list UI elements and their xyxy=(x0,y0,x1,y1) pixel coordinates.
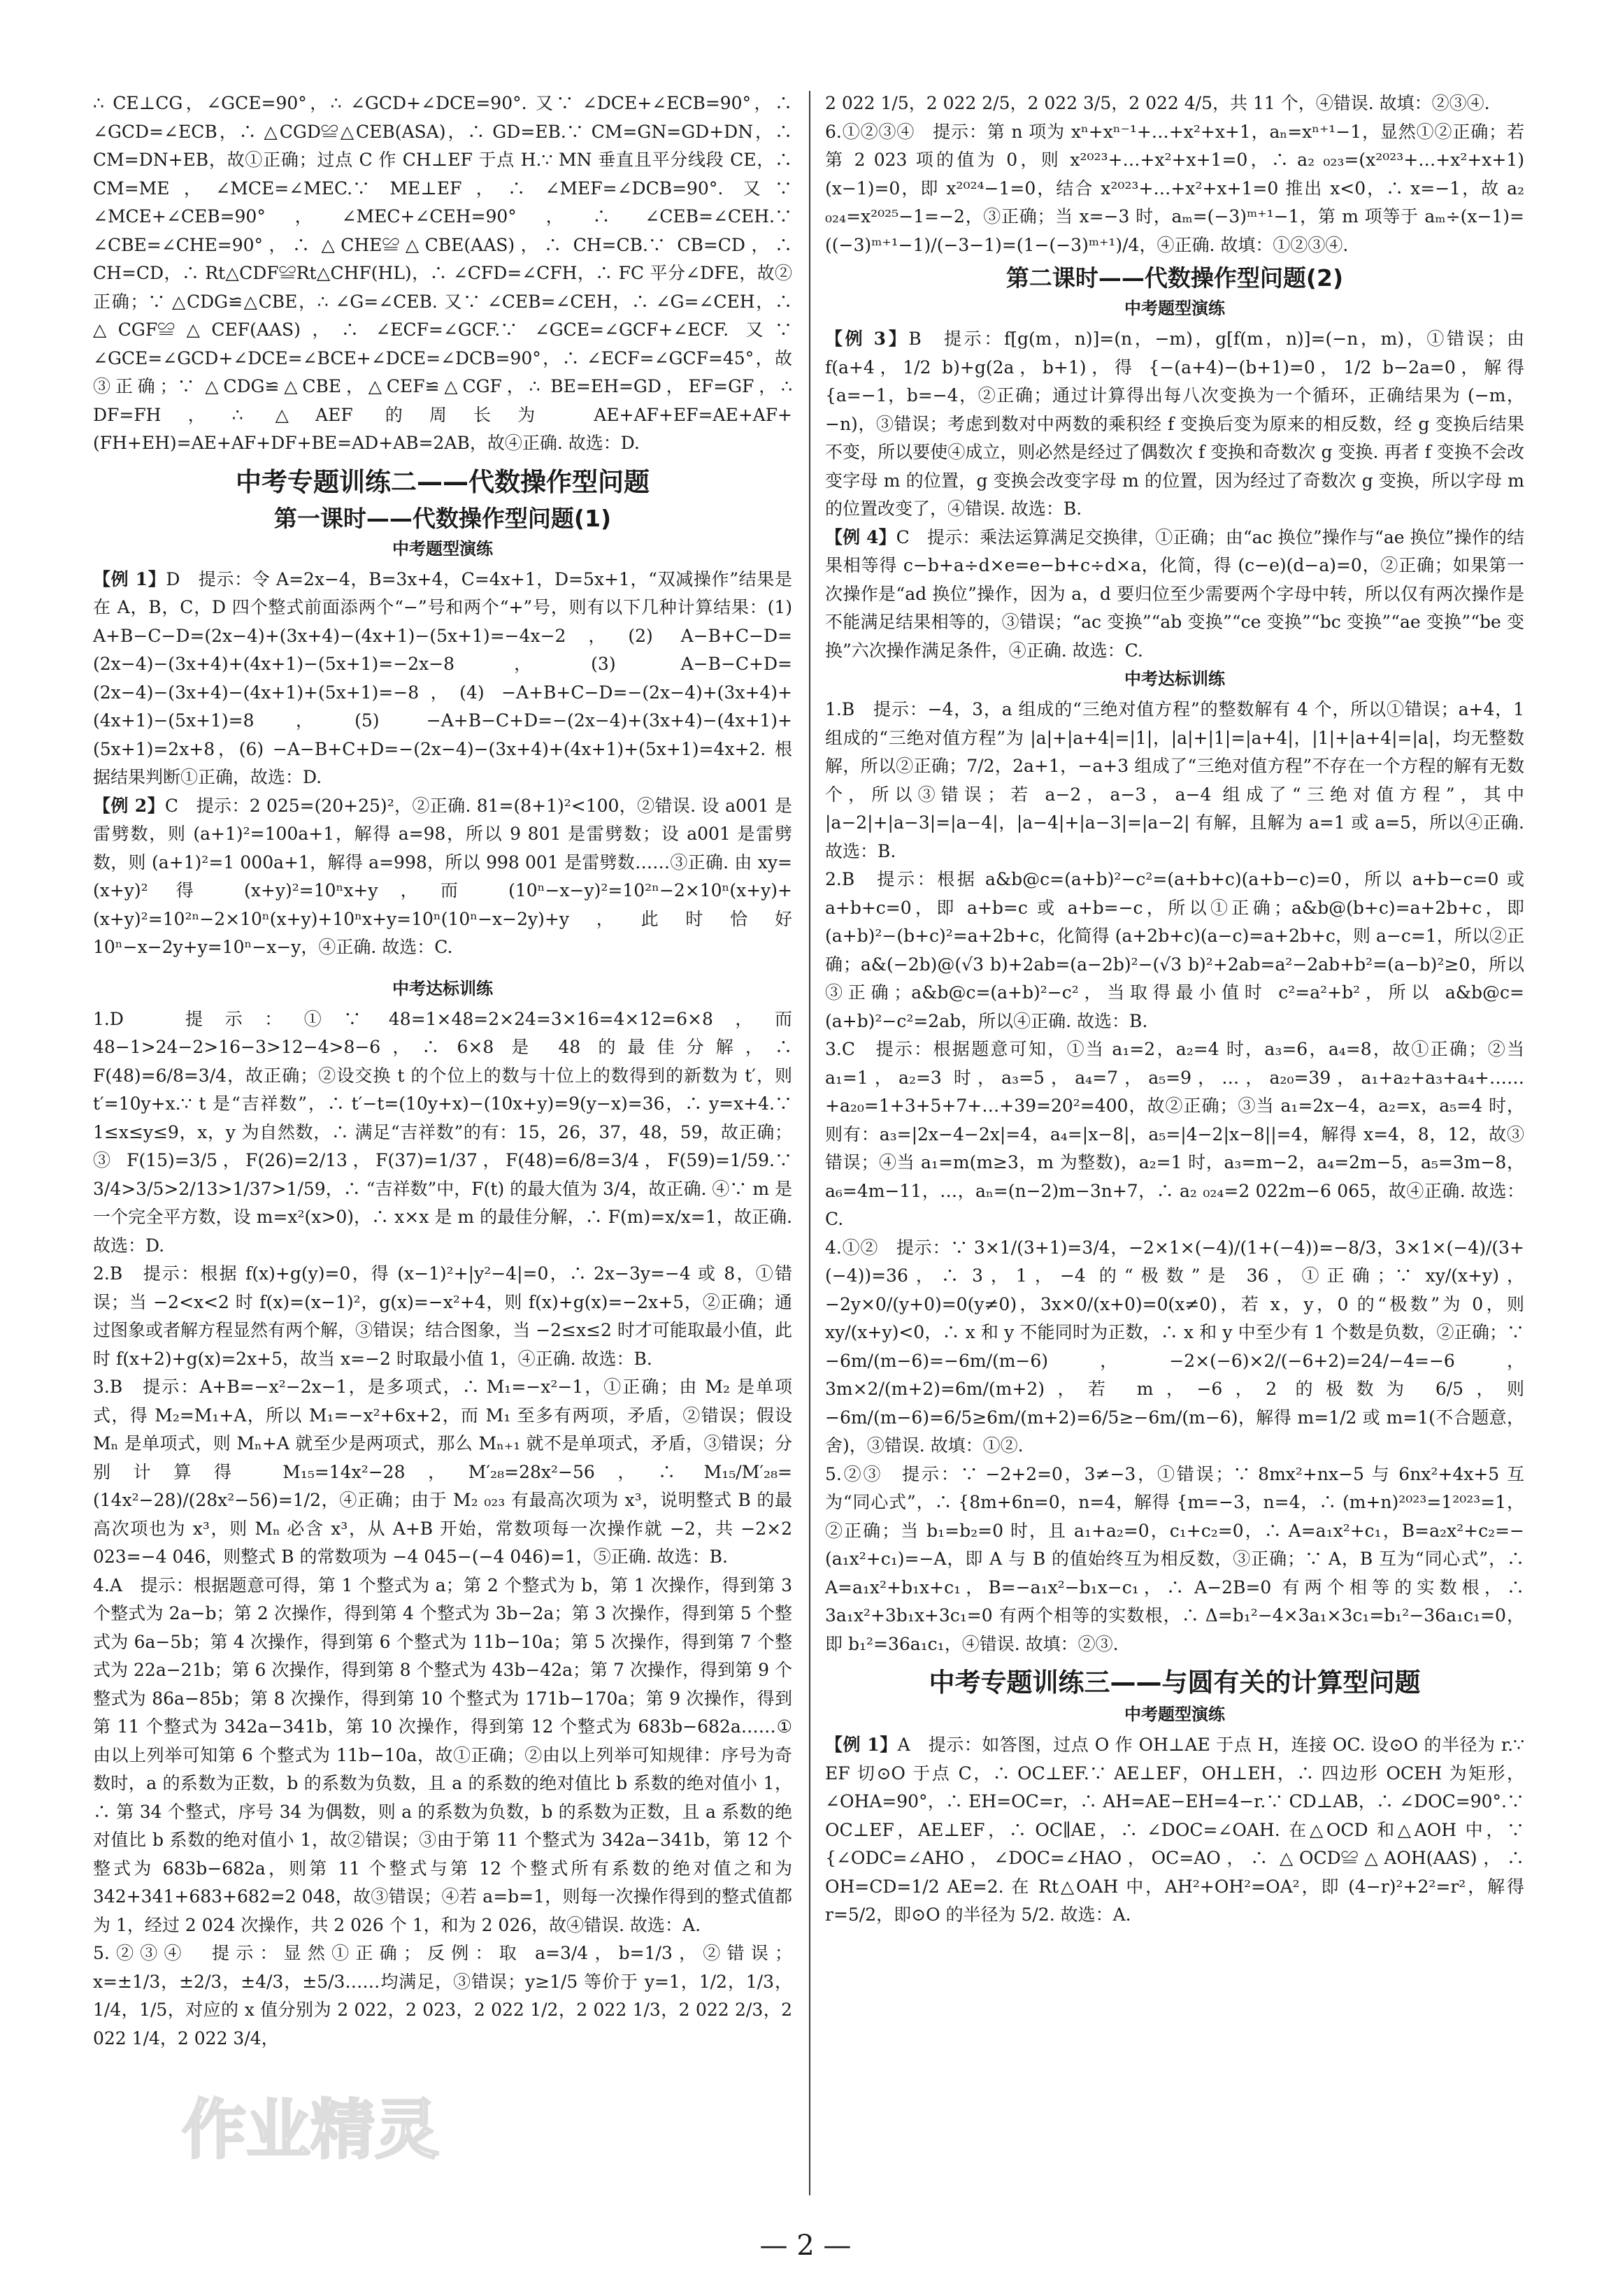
example-circle-1 xyxy=(825,1731,1524,1930)
example-text: C 提示：2 025=(20+25)²，②正确. 81=(8+1)²<100，②错误. 设 a001 是雷劈数，则 (a+1)²=100a+1，解得 a=98，所以 9 801 是雷劈数；设 a001 是雷劈数，则 (a+1)²=1 000a+1，解得 a=998，所以 998 001 是雷劈数……③正确. 由 xy=(x+y)² 得 (x+y)²=10ⁿx+y，而 (10ⁿ−x−y)²=10²ⁿ−2×10ⁿ(x+y)+(x+y)²=10²ⁿ−2×10ⁿ(x+y)+10ⁿx+y=10ⁿ(10ⁿ−x−2y)+y，此时恰好 10ⁿ−x−2y+y=10ⁿ−x−y，④正确. 故选：C. xyxy=(93,795,792,957)
example-label: 【例 2】 xyxy=(93,795,165,816)
question-1: 1.B 提示：−4，3，a 组成的“三绝对值方程”的整数解有 4 个，所以①错误；a+4，1 组成的“三绝对值方程”为 |a|+|a+4|=|1|，|a|+|1|=|a+4|，|1|+|a+4|=|a|，均无整数解，所以②正确；7/2，2a+1，−a+3 组成了“三绝对值方程”不存在一个方程的解有无数个，所以③错误；若 a−2，a−3，a−4 组成了“三绝对值方程”，其中 |a−2|+|a−3|=|a−4|，|a−4|+|a−3|=|a−2| 有解，且解为 a=1 或 a=5，所以④正确. 故选：B. xyxy=(825,699,1524,861)
topic-title-2: 中考专题训练二——代数操作型问题 xyxy=(236,466,650,497)
question-5-continued: 2 022 1/5，2 022 2/5，2 022 3/5，2 022 4/5，共 11 个，④错误. 故填：②③④. xyxy=(825,93,1490,113)
section-heading-standard: 中考达标训练 xyxy=(1124,669,1225,689)
question-4: 4.A 提示：根据题意可得，第 1 个整式为 a；第 2 个整式为 b，第 1 次操作，得到第 3 个整式为 2a−b；第 2 次操作，得到第 4 个整式为 3b−2a；第 3 次操作，得到第 5 个整式为 6a−5b；第 4 次操作，得到第 6 个整式为 11b−10a；第 5 次操作，得到第 7 个整式为 22a−21b；第 6 次操作，得到第 8 个整式为 43b−42a；第 7 次操作，得到第 9 个整式为 86a−85b；第 8 次操作，得到第 10 个整式为 171b−170a；第 9 次操作，得到第 11 个整式为 342a−341b，第 10 次操作，得到第 12 个整式为 683b−682a……①由以上列举可知第 6 个整式为 11b−10a，故①正确；②由以上列举可知规律：序号为奇数时，a 的系数为正数，b 的系数为负数，且 a 的系数的绝对值比 b 系数的绝对值小 1，∴ 第 34 个整式，序号 34 为偶数，则 a 的系数为负数，b 的系数为正数，且 a 系数的绝对值比 b 系数的绝对值小 1，故②错误；③由于第 11 个整式为 342a−341b，第 12 个整式为 683b−682a，则第 11 个整式与第 12 个整式所有系数的绝对值之和为 342+341+683+682=2 048，故③错误；④若 a=b=1，则每一次操作得到的整式值都为 1，经过 2 024 次操作，共 2 026 个 1，和为 2 026，故④错误. 故选：A. xyxy=(93,1574,792,1935)
example-label: 【例 1】 xyxy=(93,568,166,589)
right-column xyxy=(825,89,1524,1930)
example-label: 【例 1】 xyxy=(825,1735,898,1755)
example-4 xyxy=(825,524,1524,666)
question-5: 5.②③④ 提示：显然①正确；反例：取 a=3/4，b=1/3，②错误；x=±1/3，±2/3，±4/3，±5/3……均满足，③错误；y≥1/5 等价于 y=1，1/2，1/3，1/4，1/5，对应的 x 值分别为 2 022，2 023，2 022 1/2，2 022 1/3，2 022 2/3，2 022 1/4，2 022 3/4， xyxy=(93,1943,792,2049)
example-2 xyxy=(93,792,792,962)
question-4: 4.①② 提示：∵ 3×1/(3+1)=3/4，−2×1×(−4)/(1+(−4))=−8/3，3×1×(−4)/(3+(−4))=36，∴ 3，1，−4 的“极数”是 36，①正确；∵ xy/(x+y)，−2y×0/(y+0)=0(y≠0)，3x×0/(x+0)=0(x≠0)，若 x，y，0 的“极数”为 0，则 xy/(x+y)<0，∴ x 和 y 不能同时为正数，∴ x 和 y 中至少有 1 个数是负数，②正确；∵ −6m/(m−6)=−6m/(m−6)，−2×(−6)×2/(−6+2)=24/−4=−6，3m×2/(m+2)=6m/(m+2)，若 m，−6，2 的极数为 6/5，则 −6m/(m−6)=6/5≥6m/(m+2)=6/5≥−6m/(m−6)，解得 m=1/2 或 m=1(不合题意，舍)，③错误. 故填：①②. xyxy=(825,1237,1524,1456)
question-6: 6.①②③④ 提示：第 n 项为 xⁿ+xⁿ⁻¹+…+x²+x+1，aₙ=xⁿ⁺¹−1，显然①②正确；若第 2 023 项的值为 0，则 x²⁰²³+…+x²+x+1=0，∴ a₂ ₀₂₃=(x²⁰²³+…+x²+x+1)(x−1)=0，即 x²⁰²⁴−1=0，结合 x²⁰²³+…+x²+x+1=0 推出 x<0，∴ x=−1，故 a₂ ₀₂₄=x²⁰²⁵−1=−2，③正确；当 x=−3 时，aₘ=(−3)ᵐ⁺¹−1，第 m 项等于 aₘ÷(x−1)=((−3)ᵐ⁺¹−1)/(−3−1)=(1−(−3)ᵐ⁺¹)/4，④正确. 故填：①②③④. xyxy=(825,121,1524,255)
left-column xyxy=(93,89,792,2053)
question-2: 2.B 提示：根据 a&b@c=(a+b)²−c²=(a+b+c)(a+b−c)=0，所以 a+b−c=0 或 a+b+c=0，即 a+b=c 或 a+b=−c，所以①正确；a&b@(b+c)=a+2b+c，即 (a+b)²−(b+c)²=a+2b+c，化简得 (a+2b+c)(a−c)=a+2b+c，则 a−c=1，所以②正确；a&(−2b)@(√3 b)+2ab=(a−2b)²−(√3 b)²+2ab=a²−2ab+b²=(a−b)²≥0，所以③正确；a&b@c=(a+b)²−c²，当取得最小值时 c²=a²+b²，所以 a&b@c=(a+b)²−c²=2ab，所以④正确. 故选：B. xyxy=(825,869,1524,1031)
example-text: C 提示：乘法运算满足交换律，①正确；由“ac 换位”操作与“ae 换位”操作的结果相等得 c−b+a÷d×e=e−b+c÷d×a，化简，得 (c−e)(d−a)=0，②正确；如果第一次操作是“ad 换位”操作，因为 a，d 要归位至少需要两个字母中转，所以仅有两次操作是不能满足结果相等的，③错误；“ac 变换”“ab 变换”“ce 变换”“bc 变换”“ae 变换”“be 变换”六次操作满足条件，④正确. 故选：C. xyxy=(825,526,1524,661)
section-heading-standard: 中考达标训练 xyxy=(392,978,493,998)
watermark-logo xyxy=(175,2090,594,2167)
watermark-text: 作业精灵 xyxy=(182,2093,440,2167)
section-heading-practice: 中考题型演练 xyxy=(1124,1705,1225,1724)
question-2: 2.B 提示：根据 f(x)+g(y)=0，得 (x−1)²+|y²−4|=0，∴ 2x−3y=−4 或 8，①错误；当 −2<x<2 时 f(x)=(x−1)²，g(x)=−x²+4，则 f(x)+g(x)=−2x+5，②正确；通过图象或者解方程显然有两个解，③错误；结合图象，当 −2≤x≤2 时才可能取最小值，此时 f(x+2)+g(x)=2x+5，故当 x=−2 时取最小值 1，④正确. 故选：B. xyxy=(93,1263,792,1369)
example-label: 【例 3】 xyxy=(825,329,909,349)
intro-paragraph: ∴ CE⊥CG，∠GCE=90°，∴ ∠GCD+∠DCE=90°. 又∵ ∠DCE+∠ECB=90°，∴ ∠GCD=∠ECB，∴ △CGD≌△CEB(ASA)，∴ GD=EB.∵ CM=GN=GD+DN，∴ CM=DN+EB，故①正确；过点 C 作 CH⊥EF 于点 H.∵ MN 垂直且平分线段 CE，∴ CM=ME，∠MCE=∠MEC.∵ ME⊥EF，∴ ∠MEF=∠DCB=90°. 又∵ ∠MCE+∠CEB=90°，∠MEC+∠CEH=90°，∴ ∠CEB=∠CEH.∵ ∠CBE=∠CHE=90°，∴ △CHE≌△CBE(AAS)，∴ CH=CB.∵ CB=CD，∴ CH=CD，∴ Rt△CDF≌Rt△CHF(HL)，∴ ∠CFD=∠CFH，∴ FC 平分∠DFE，故②正确；∵ △CDG≌△CBE，∴ ∠G=∠CEB. 又∵ ∠CEB=∠CEH，∴ ∠G=∠CEH，∴ △CGF≌△CEF(AAS)，∴ ∠ECF=∠GCF.∵ ∠GCE=∠GCF+∠ECF. 又∵ ∠GCE=∠GCD+∠DCE=∠BCE+∠DCE=∠DCB=90°，∴ ∠ECF=∠GCF=45°，故③正确；∵ △CDG≌△CBE，△CEF≌△CGF，∴ BE=EH=GD，EF=GF，∴ DF=FH，∴ △AEF 的周长为 AE+AF+EF=AE+AF+(FH+EH)=AE+AF+DF+BE=AD+AB=2AB，故④正确. 故选：D. xyxy=(93,93,792,453)
spacer xyxy=(93,962,792,975)
lesson-title-2: 第二课时——代数操作型问题(2) xyxy=(1005,264,1344,292)
question-3: 3.C 提示：根据题意可知，①当 a₁=2，a₂=4 时，a₃=6，a₄=8，故①正确；②当 a₁=1，a₂=3 时，a₃=5，a₄=7，a₅=9，…，a₂₀=39，a₁+a₂+a₃+a₄+……+a₂₀=1+3+5+7+…+39=20²=400，故②正确；③当 a₁=2x−4，a₂=x，a₅=4 时，则有：a₃=|2x−4−2x|=4，a₄=|x−8|，a₅=|4−2|x−8||=4，解得 x=4，8，12，故③错误；④当 a₁=m(m≥3，m 为整数)，a₂=1 时，a₃=m−2，a₄=2m−5，a₅=3m−8，a₆=4m−11，…，aₙ=(n−2)m−3n+7，∴ a₂ ₀₂₄=2 022m−6 065，故④正确. 故选：C. xyxy=(825,1039,1524,1229)
example-1 xyxy=(93,566,792,792)
lesson-title-1: 第一课时——代数操作型问题(1) xyxy=(273,504,612,532)
example-text: B 提示：f[g(m，n)]=(n，−m)，g[f(m，n)]=(−n，m)，①错误；由 f(a+4，1/2 b)+g(2a，b+1)，得 {−(a+4)−(b+1)=0，1/2 b−2a=0，解得 {a=−1，b=−4，②正确；通过计算得出每八次变换为一个循环，正确结果为 (−m，−n)，③错误；考虑到数对中两数的乘积经 f 变换后变为原来的相反数，经 g 变换后结果不变，所以要使④成立，则必然是经过了偶数次 f 变换和奇数次 g 变换. 再者 f 变换不会改变字母 m 的位置，g 变换会改变字母 m 的位置，因为经过了奇数次 g 变换，所以字母 m 的位置改变了，④错误. 故选：B. xyxy=(825,329,1524,519)
example-text: A 提示：如答图，过点 O 作 OH⊥AE 于点 H，连接 OC. 设⊙O 的半径为 r.∵ EF 切⊙O 于点 C，∴ OC⊥EF.∵ AE⊥EF，OH⊥EH，∴ 四边形 OCEH 为矩形，∠OHA=90°，∴ EH=OC=r，∴ AH=AE−EH=4−r.∵ CD⊥AB，∴ ∠DOC=90°.∵ OC⊥EF，AE⊥EF，∴ OC∥AE，∴ ∠DOC=∠OAH. 在△OCD 和△AOH 中，∵ {∠ODC=∠AHO，∠DOC=∠HAO，OC=AO，∴ △OCD≌△AOH(AAS)，∴ OH=CD=1/2 AE=2. 在 Rt△OAH 中，AH²+OH²=OA²，即 (4−r)²+2²=r²，解得 r=5/2，即⊙O 的半径为 5/2. 故选：A. xyxy=(825,1735,1524,1925)
example-text: D 提示：令 A=2x−4，B=3x+4，C=4x+1，D=5x+1，“双减操作”结果是在 A，B，C，D 四个整式前面添两个“−”号和两个“+”号，则有以下几种计算结果：(1) A+B−C−D=(2x−4)+(3x+4)−(4x+1)−(5x+1)=−4x−2，(2) A−B+C−D=(2x−4)−(3x+4)+(4x+1)−(5x+1)=−2x−8，(3) A−B−C+D=(2x−4)−(3x+4)−(4x+1)+(5x+1)=−8，(4) −A+B+C−D=−(2x−4)+(3x+4)+(4x+1)−(5x+1)=8，(5) −A+B−C+D=−(2x−4)+(3x+4)−(4x+1)+(5x+1)=2x+8，(6) −A−B+C+D=−(2x−4)−(3x+4)+(4x+1)+(5x+1)=4x+2. 根据结果判断①正确，故选：D. xyxy=(93,568,792,787)
column-divider xyxy=(809,91,810,2195)
page-number: — 2 — xyxy=(759,2230,852,2262)
example-label: 【例 4】 xyxy=(825,526,896,547)
section-heading-practice: 中考题型演练 xyxy=(1124,299,1225,318)
question-5: 5.②③ 提示：∵ −2+2=0，3≠−3，①错误；∵ 8mx²+nx−5 与 6nx²+4x+5 互为“同心式”，∴ {8m+6n=0，n=4，解得 {m=−3，n=4，∴ (m+n)²⁰²³=1²⁰²³=1，②正确；当 b₁=b₂=0 时，且 a₁+a₂=0，c₁+c₂=0，∴ A=a₁x²+c₁，B=a₂x²+c₂=−(a₁x²+c₁)=−A，即 A 与 B 的值始终互为相反数，③正确；∵ A，B 互为“同心式”，∴ A=a₁x²+b₁x+c₁，B=−a₁x²−b₁x−c₁，∴ A−2B=0 有两个相等的实数根，∴ 3a₁x²+3b₁x+3c₁=0 有两个相等的实数根，∴ Δ=b₁²−4×3a₁×3c₁=b₁²−36a₁c₁=0，即 b₁²=36a₁c₁，④错误. 故填：②③. xyxy=(825,1463,1524,1654)
topic-title-3: 中考专题训练三——与圆有关的计算型问题 xyxy=(929,1667,1421,1698)
question-1: 1.D 提示：①∵ 48=1×48=2×24=3×16=4×12=6×8，而 48−1>24−2>16−3>12−4>8−6，∴ 6×8 是 48 的最佳分解，∴ F(48)=6/8=3/4，故正确；②设交换 t 的个位上的数与十位上的数得到的新数为 t′，则 t′=10y+x.∵ t 是“吉祥数”，∴ t′−t=(10y+x)−(10x+y)=9(y−x)=36，∴ y=x+4.∵ 1≤x≤y≤9，x，y 为自然数，∴ 满足“吉祥数”的有：15，26，37，48，59，故正确；③ F(15)=3/5，F(26)=2/13，F(37)=1/37，F(48)=6/8=3/4，F(59)=1/59.∵ 3/4>3/5>2/13>1/37>1/59，∴ “吉祥数”中，F(t) 的最大值为 3/4，故正确. ④∵ m 是一个完全平方数，设 m=x²(x>0)，∴ x×x 是 m 的最佳分解，∴ F(m)=x/x=1，故正确. 故选：D. xyxy=(93,1008,792,1256)
example-3 xyxy=(825,325,1524,524)
section-heading-practice: 中考题型演练 xyxy=(392,538,493,559)
question-3: 3.B 提示：A+B=−x²−2x−1，是多项式，∴ M₁=−x²−1，①正确；由 M₂ 是单项式，得 M₂=M₁+A，所以 M₁=−x²+6x+2，而 M₁ 至多有两项，矛盾，②错误；假设 Mₙ 是单项式，则 Mₙ+A 就至少是两项式，那么 Mₙ₊₁ 就不是单项式，矛盾，③错误；分别计算得 M₁₅=14x²−28，M′₂₈=28x²−56，∴ M₁₅/M′₂₈=(14x²−28)/(28x²−56)=1/2，④正确；由于 M₂ ₀₂₃ 有最高次项为 x³，说明整式 B 的最高次项也为 x³，则 Mₙ 必含 x³，从 A+B 开始，常数项每一次操作就 −2，共 −2×2 023=−4 046，则整式 B 的常数项为 −4 045−(−4 046)=1，⑤正确. 故选：B. xyxy=(93,1377,792,1567)
